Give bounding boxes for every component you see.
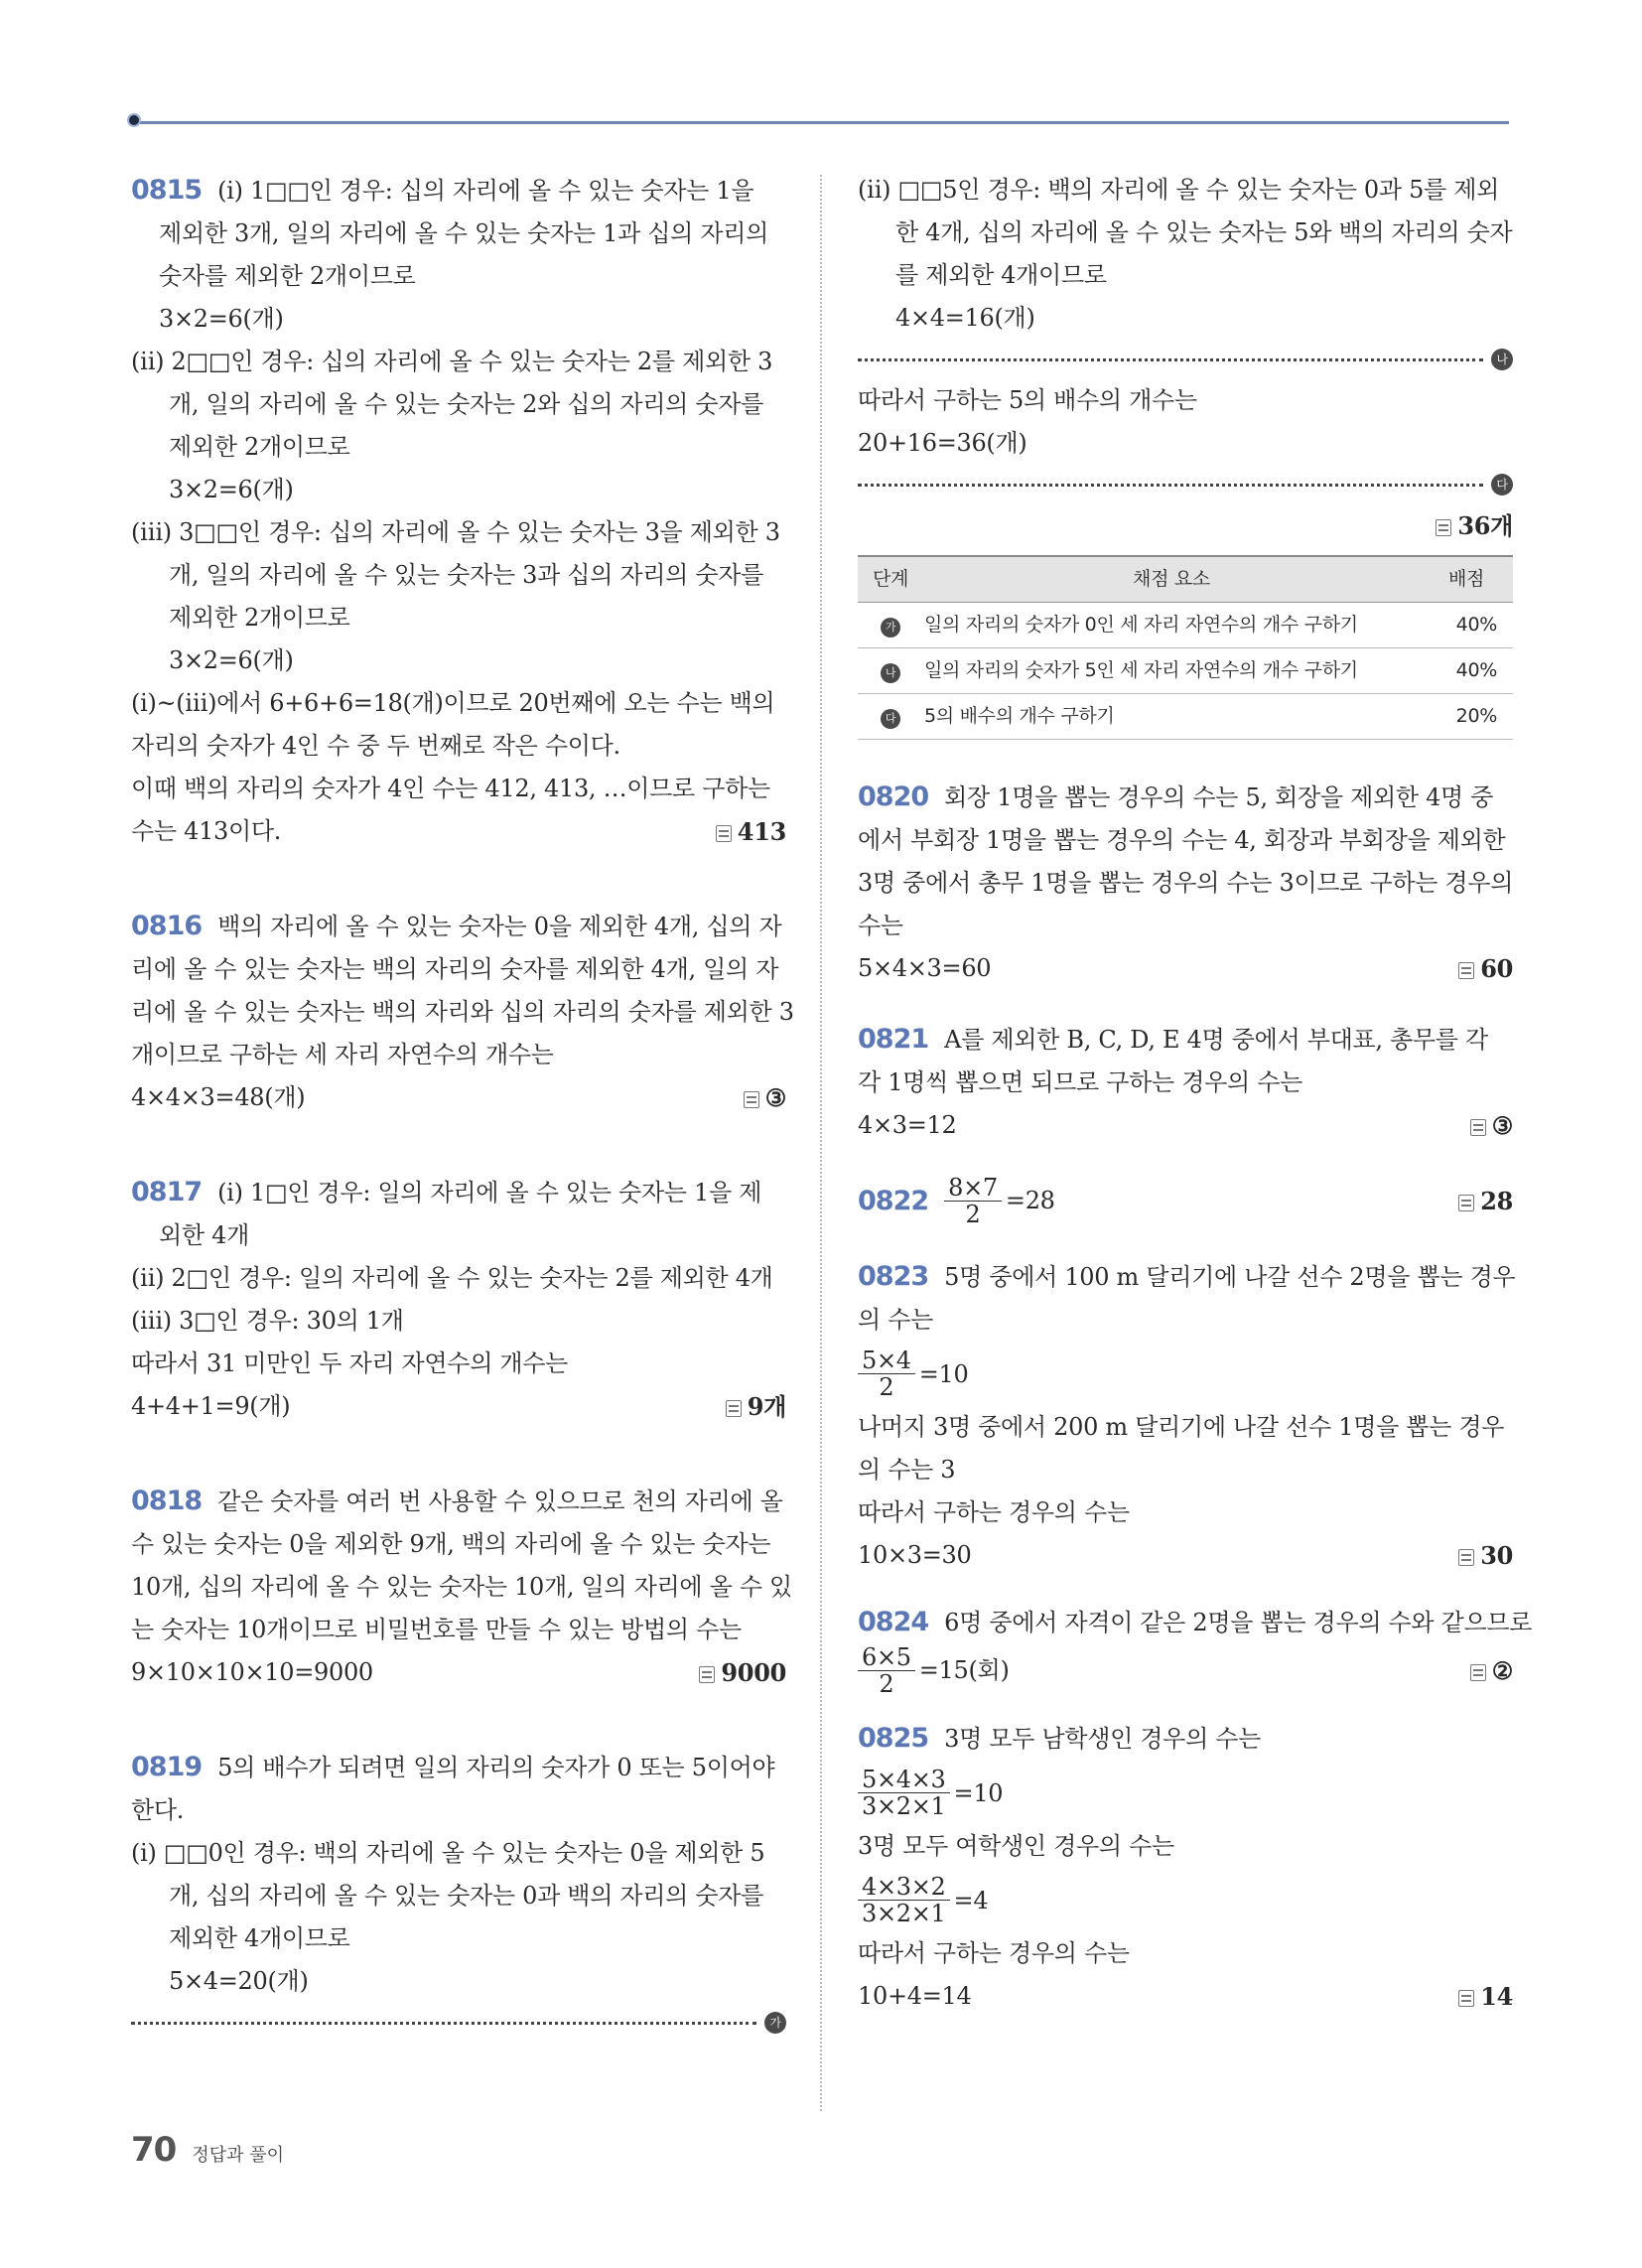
answer (699, 1651, 786, 1694)
solution-text: 따라서 구하는 경우의 수는 (858, 1939, 1130, 1967)
table-cell: 20% (1420, 694, 1513, 740)
equation: =28 (1005, 1187, 1055, 1214)
answer (716, 810, 786, 853)
solution-text: 따라서 31 미만인 두 자리 자연수의 개수는 (131, 1349, 569, 1377)
problem-0817 (131, 1171, 786, 1428)
answer (1458, 1975, 1513, 2018)
solution-text: 자리의 숫자가 4인 수 중 두 번째로 작은 수이다. (131, 732, 620, 760)
solution-text: 의 수는 3 (858, 1456, 956, 1484)
answer-value: 413 (737, 817, 786, 846)
column-header: 배점 (1420, 556, 1513, 603)
step-badge: 다 (1491, 474, 1513, 496)
step-badge: 다 (881, 709, 900, 729)
solution-text: 리에 올 수 있는 숫자는 백의 자리와 십의 자리의 숫자를 제외한 3 (131, 998, 794, 1026)
answer-icon (1458, 1990, 1474, 2007)
answer-value: ③ (1491, 1111, 1513, 1140)
page-number: 70 (131, 2130, 177, 2170)
table-cell: 40% (1420, 648, 1513, 694)
solution-text: 를 제외한 4개이므로 (895, 261, 1107, 289)
problem-0822 (858, 1175, 1513, 1227)
problem-number: 0823 (858, 1261, 929, 1292)
header-rule (135, 121, 1509, 124)
problem-number: 0822 (858, 1186, 929, 1216)
solution-text: 따라서 구하는 경우의 수는 (858, 1498, 1130, 1526)
problem-number: 0821 (858, 1024, 929, 1055)
solution-text: 제외한 2개이므로 (169, 433, 350, 461)
answer-icon (744, 1091, 759, 1108)
answer (1458, 1534, 1513, 1577)
scoring-table (858, 555, 1513, 740)
problem-0819-continued (858, 169, 1513, 740)
problem-number: 0820 (858, 781, 929, 812)
answer-icon (726, 1400, 742, 1417)
table-cell: 일의 자리의 숫자가 0인 세 자리 자연수의 개수 구하기 (923, 603, 1420, 648)
right-column (858, 169, 1533, 2018)
solution-text: 제외한 2개이므로 (169, 604, 350, 632)
fraction (858, 1874, 950, 1926)
equation: 10×3=30 (858, 1541, 972, 1569)
solution-text: (ⅰ) □□0인 경우: 백의 자리에 올 수 있는 숫자는 0을 제외한 5 (131, 1839, 765, 1867)
answer (1470, 1104, 1513, 1147)
scoring-table-header (858, 556, 1513, 603)
fraction-numerator: 5×4×3 (858, 1767, 950, 1793)
problem-0816 (131, 905, 794, 1119)
solution-text: 10개, 십의 자리에 올 수 있는 숫자는 10개, 일의 자리에 올 수 있 (131, 1573, 792, 1601)
step-badge: 나 (1491, 349, 1513, 370)
problem-0819 (131, 1746, 786, 2041)
solution-text: 개, 일의 자리에 올 수 있는 숫자는 2와 십의 자리의 숫자를 (169, 390, 764, 418)
equation: 5×4=20(개) (169, 1967, 309, 1995)
answer-value: 14 (1480, 1982, 1513, 2011)
answer (1436, 504, 1513, 547)
solution-text: (ⅰ)~(ⅲ)에서 6+6+6=18(개)이므로 20번째에 오는 수는 백의 (131, 689, 775, 717)
fraction-denominator: 2 (879, 1373, 894, 1401)
solution-text: 5의 배수가 되려면 일의 자리의 숫자가 0 또는 5이어야 (217, 1754, 775, 1781)
equation: 4×4=16(개) (895, 304, 1035, 332)
solution-text: (ⅲ) 3□인 경우: 30의 1개 (131, 1307, 404, 1335)
solution-text: 개, 일의 자리에 올 수 있는 숫자는 3과 십의 자리의 숫자를 (169, 561, 764, 589)
step-separator (858, 467, 1513, 502)
fraction-denominator: 3×2×1 (862, 1900, 946, 1927)
solution-text: 수는 (858, 912, 903, 939)
answer-icon (716, 825, 732, 842)
solution-text: A를 제외한 B, C, D, E 4명 중에서 부대표, 총무를 각 (944, 1026, 1488, 1054)
answer-value: 60 (1480, 954, 1513, 983)
step-separator (131, 2005, 786, 2041)
solution-text: 각 1명씩 뽑으면 되므로 구하는 경우의 수는 (858, 1068, 1302, 1096)
answer-value: 36개 (1457, 511, 1513, 540)
solution-text: 의 수는 (858, 1306, 933, 1334)
answer-value: ③ (764, 1083, 786, 1112)
solution-text: 5명 중에서 100 m 달리기에 나갈 선수 2명을 뽑는 경우 (944, 1263, 1516, 1291)
header-bullet (127, 113, 141, 127)
equation: 10+4=14 (858, 1982, 972, 2010)
problem-number: 0825 (858, 1723, 929, 1754)
solution-text: 제외한 3개, 일의 자리에 올 수 있는 숫자는 1과 십의 자리의 (159, 219, 769, 247)
solution-text: (ⅱ) 2□인 경우: 일의 자리에 올 수 있는 숫자는 2를 제외한 4개 (131, 1264, 773, 1292)
fraction (944, 1175, 1002, 1227)
solution-text: 수 있는 숫자는 0을 제외한 9개, 백의 자리에 올 수 있는 숫자는 (131, 1530, 771, 1558)
equation: 4×3=12 (858, 1111, 957, 1139)
problem-0815 (131, 169, 786, 853)
column-divider (820, 175, 822, 2111)
table-row (858, 694, 1513, 740)
solution-text: 는 숫자는 10개이므로 비밀번호를 만들 수 있는 방법의 수는 (131, 1616, 742, 1643)
solution-text: 나머지 3명 중에서 200 m 달리기에 나갈 선수 1명을 뽑는 경우 (858, 1413, 1505, 1441)
fraction (858, 1347, 915, 1400)
answer (744, 1076, 786, 1119)
problem-0823 (858, 1255, 1516, 1577)
answer (726, 1385, 786, 1428)
solution-text: 제외한 4개이므로 (169, 1924, 350, 1952)
equation: 3×2=6(개) (169, 476, 294, 503)
answer (1458, 947, 1513, 990)
solution-text: 회장 1명을 뽑는 경우의 수는 5, 회장을 제외한 4명 중 (944, 783, 1494, 811)
fraction-numerator: 6×5 (858, 1644, 915, 1671)
solution-text: 숫자를 제외한 2개이므로 (159, 262, 416, 290)
solution-text: 한 4개, 십의 자리에 올 수 있는 숫자는 5와 백의 자리의 숫자 (895, 218, 1513, 246)
solution-text: 개, 십의 자리에 올 수 있는 숫자는 0과 백의 자리의 숫자를 (169, 1882, 764, 1910)
answer-value: 9개 (747, 1392, 786, 1421)
step-badge: 나 (881, 663, 900, 683)
footer-title: 정답과 풀이 (192, 2145, 284, 2166)
equation: 4+4+1=9(개) (131, 1392, 291, 1420)
solution-text: 리에 올 수 있는 숫자는 백의 자리의 숫자를 제외한 4개, 일의 자 (131, 955, 779, 983)
solution-text: 백의 자리에 올 수 있는 숫자는 0을 제외한 4개, 십의 자 (217, 913, 782, 940)
solution-text: (ⅱ) □□5인 경우: 백의 자리에 올 수 있는 숫자는 0과 5를 제외 (858, 176, 1500, 204)
problem-number: 0819 (131, 1752, 203, 1782)
solution-text: 에서 부회장 1명을 뽑는 경우의 수는 4, 회장과 부회장을 제외한 (858, 826, 1506, 854)
fraction-denominator: 3×2×1 (862, 1792, 946, 1820)
answer-icon (1458, 1195, 1474, 1211)
solution-text: 개이므로 구하는 세 자리 자연수의 개수는 (131, 1041, 554, 1068)
answer-value: 9000 (721, 1658, 786, 1687)
solution-text: 3명 중에서 총무 1명을 뽑는 경우의 수는 3이므로 구하는 경우의 (858, 869, 1514, 897)
problem-0825 (858, 1717, 1513, 2018)
answer-icon (1470, 1664, 1486, 1681)
equation: =15(회) (918, 1656, 1010, 1684)
answer (1470, 1649, 1513, 1692)
equation: =10 (918, 1359, 969, 1388)
equation: =10 (953, 1778, 1004, 1807)
column-header: 단계 (858, 556, 923, 603)
solution-text: 한다. (131, 1796, 185, 1824)
answer-value: ② (1491, 1656, 1513, 1685)
answer-icon (1436, 519, 1451, 536)
answer-icon (1470, 1119, 1486, 1136)
left-column (131, 169, 794, 2043)
solution-text: (ⅱ) 2□□인 경우: 십의 자리에 올 수 있는 숫자는 2를 제외한 3 (131, 348, 773, 375)
answer-icon (1458, 1549, 1474, 1566)
table-cell: 40% (1420, 603, 1513, 648)
equation: 5×4×3=60 (858, 954, 992, 982)
answer-icon (1458, 962, 1474, 979)
problem-number: 0824 (858, 1607, 929, 1637)
fraction-denominator: 2 (879, 1670, 894, 1698)
problem-number: 0818 (131, 1486, 203, 1516)
equation: 3×2=6(개) (159, 305, 284, 333)
solution-text: 따라서 구하는 5의 배수의 개수는 (858, 386, 1197, 414)
table-row (858, 603, 1513, 648)
problem-0820 (858, 776, 1513, 990)
solution-text: 외한 4개 (159, 1221, 249, 1249)
solution-text: 이때 백의 자리의 숫자가 4인 수는 412, 413, …이므로 구하는 (131, 775, 770, 802)
solution-text: 수는 413이다. (131, 817, 282, 845)
answer-value: 30 (1480, 1541, 1513, 1570)
equation: 9×10×10×10=9000 (131, 1658, 373, 1686)
solution-text: 같은 숫자를 여러 번 사용할 수 있으므로 천의 자리에 올 (217, 1488, 783, 1515)
solution-text: (ⅰ) 1□인 경우: 일의 자리에 올 수 있는 숫자는 1을 제 (217, 1179, 762, 1206)
table-row (858, 648, 1513, 694)
step-badge: 가 (764, 2012, 786, 2034)
answer-value: 28 (1480, 1187, 1513, 1215)
fraction-denominator: 2 (965, 1201, 981, 1228)
fraction (858, 1767, 950, 1819)
step-badge: 가 (881, 618, 900, 638)
problem-0821 (858, 1018, 1513, 1147)
column-header: 채점 요소 (923, 556, 1420, 603)
solution-text: 3명 모두 여학생인 경우의 수는 (858, 1832, 1174, 1860)
equation: 3×2=6(개) (169, 646, 294, 674)
fraction-numerator: 8×7 (944, 1175, 1002, 1202)
equation: 4×4×3=48(개) (131, 1083, 306, 1111)
fraction (858, 1644, 915, 1697)
answer-icon (699, 1666, 715, 1683)
solution-text: (ⅲ) 3□□인 경우: 십의 자리에 올 수 있는 숫자는 3을 제외한 3 (131, 518, 780, 546)
fraction-numerator: 4×3×2 (858, 1874, 950, 1901)
table-cell: 일의 자리의 숫자가 5인 세 자리 자연수의 개수 구하기 (923, 648, 1420, 694)
page-footer (131, 2130, 284, 2170)
solution-text: (ⅰ) 1□□인 경우: 십의 자리에 올 수 있는 숫자는 1을 (217, 177, 754, 205)
table-cell: 5의 배수의 개수 구하기 (923, 694, 1420, 740)
problem-number: 0817 (131, 1177, 203, 1207)
problem-0824 (858, 1601, 1533, 1698)
equation: =4 (953, 1886, 989, 1914)
solution-text: 3명 모두 남학생인 경우의 수는 (944, 1725, 1262, 1753)
solution-text: 6명 중에서 자격이 같은 2명을 뽑는 경우의 수와 같으므로 (944, 1609, 1533, 1636)
problem-number: 0816 (131, 911, 203, 941)
step-separator (858, 342, 1513, 377)
equation: 20+16=36(개) (858, 429, 1027, 457)
problem-0818 (131, 1480, 792, 1694)
fraction-numerator: 5×4 (858, 1347, 915, 1374)
answer (1458, 1180, 1513, 1222)
problem-number: 0815 (131, 175, 203, 206)
